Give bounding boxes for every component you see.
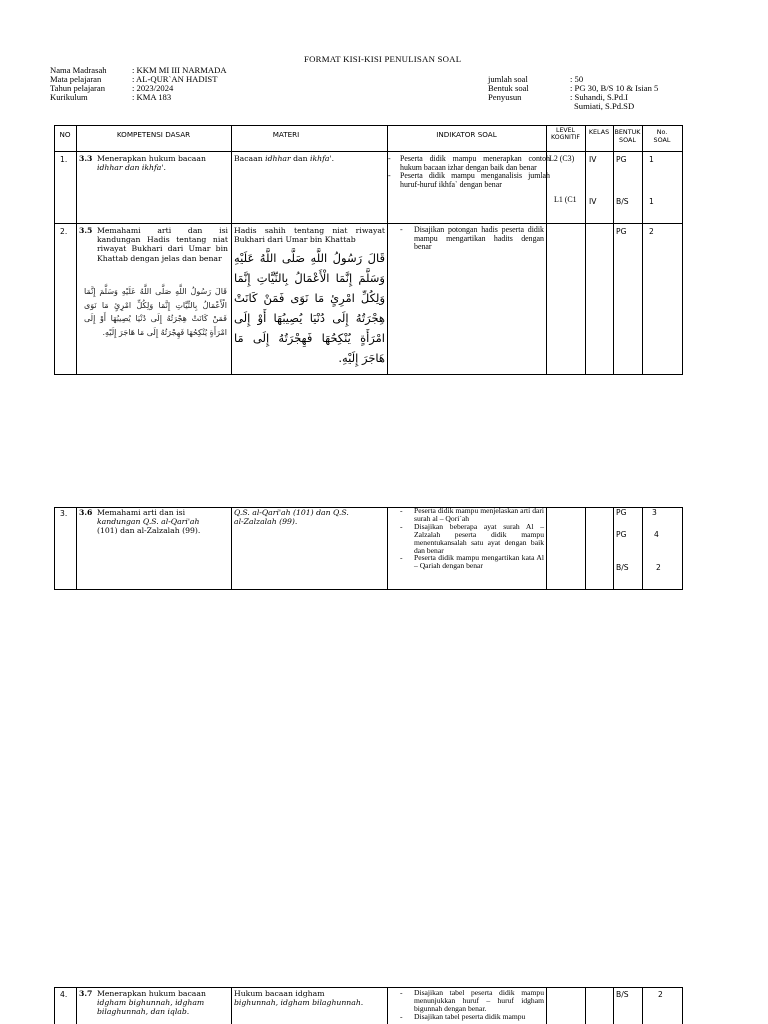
indikator-item: Peserta didik mampu menganalisis jumlah huruf-huruf ikhfa` dengan benar <box>400 171 550 189</box>
indikator-list: - Peserta didik mampu menerapkan contoh hukum bacaan izhar dengan baik dan benar - Peserta didik mampu menganalisis jumlah huruf-huruf ikhfa` dengan benar <box>388 154 550 189</box>
label-bentuk-soal: Bentuk soal <box>488 83 529 93</box>
kd-number: 3.5 <box>79 226 93 235</box>
kd-number: 3.7 <box>79 989 93 998</box>
indikator-item: Disajikan beberapa ayat surah Al – Zalzalah peserta didik mampu menentukansalah satu ayat dengan baik dan benar <box>414 521 544 555</box>
indikator-item: Peserta didik mampu mengartikan kata Al – Qariah dengan benar <box>414 553 544 571</box>
indikator-item: Peserta didik mampu menjelaskan arti dari surah al – Qori`ah <box>414 506 544 523</box>
label-jumlah-soal: jumlah soal <box>488 74 528 84</box>
header-bentuk-soal: BENTUK SOAL <box>614 128 641 144</box>
materi-text: Q.S. al-Qari'ah (101) dan Q.S. al-Zalzalah (99). <box>234 508 349 527</box>
bentuk-soal: B/S <box>616 990 629 999</box>
bentuk-soal: PG <box>616 155 627 164</box>
indikator-list: - Peserta didik mampu menjelaskan arti dari surah al – Qori`ah - Disajikan beberapa ayat surah Al – Zalzalah peserta didik mampu menentukansalah satu ayat dengan baik dan benar - Peserta didik mampu mengartikan kata Al – Qariah dengan benar <box>400 506 544 571</box>
label-mata-pelajaran: Mata pelajaran <box>50 74 102 84</box>
value-penyusun: : Suhandi, S.Pd.I <box>570 92 629 102</box>
bentuk-soal: B/S <box>616 563 629 572</box>
hadith-arabic-text: قَالَ رَسُولُ اللَّهِ صَلَّى اللَّهُ عَلَيْهِ وَسَلَّمَ إِنَّمَا الْأَعْمَالُ بِالنِّيَّاتِ إِنَّمَا وَلِكُلِّ امْرِئٍ مَا نَوَى فَمَنْ كَانَتْ هِجْرَتُهُ إِلَى دُنْيَا يُصِيبُهَا أَوْ إِلَى امْرَأَةٍ يُنْكِحُهَا فَهِجْرَتُهُ إِلَى مَا هَاجَرَ إِلَيْهِ. <box>234 251 385 365</box>
row-number: 3. <box>60 509 68 518</box>
header-indikator-soal: INDIKATOR SOAL <box>436 130 497 139</box>
materi-text: Hukum bacaan idgham bighunnah, idgham bilaghunnah. <box>234 989 364 1008</box>
kompetensi-dasar-text: Menerapkan hukum bacaan idhhar dan ikhfa'. <box>97 154 206 173</box>
bentuk-soal: B/S <box>616 197 629 206</box>
bentuk-soal: PG <box>616 508 627 517</box>
level-kognitif: L1 (C1 <box>554 195 577 204</box>
row-number: 2. <box>60 227 68 236</box>
kompetensi-dasar-text: Menerapkan hukum bacaan idgham bighunnah, idgham bilaghunnah, dan iqlab. <box>97 989 206 1017</box>
label-penyusun: Penyusun <box>488 92 522 102</box>
kompetensi-dasar-text: Memahami arti dan isi kandungan Hadis tentang niat riwayat Bukhari dari Umar bin Khattab dengan jelas dan benar <box>97 226 228 263</box>
header-no: NO <box>59 130 71 139</box>
bentuk-soal: PG <box>616 227 627 236</box>
no-soal: 1 <box>649 155 654 164</box>
header-materi: MATERI <box>272 130 300 139</box>
header-kelas: KELAS <box>588 128 610 136</box>
no-soal: 2 <box>649 227 654 236</box>
kd-number: 3.6 <box>79 508 93 517</box>
indikator-item: Peserta didik mampu menerapkan contoh hukum bacaan izhar dengan baik dan benar <box>400 154 550 172</box>
kelas: IV <box>589 155 597 164</box>
value-nama-madrasah: : KKM MI III NARMADA <box>132 65 227 75</box>
value-penyusun-2: Sumiati, S.Pd.SD <box>574 101 635 111</box>
bentuk-soal: PG <box>616 530 627 539</box>
value-mata-pelajaran: : AL-QUR`AN HADIST <box>132 74 218 84</box>
page-title: FORMAT KISI-KISI PENULISAN SOAL <box>304 54 462 64</box>
label-kurikulum: Kurikulum <box>50 92 88 102</box>
no-soal: 2 <box>656 563 661 572</box>
materi-text: Bacaan idhhar dan ikhfa'. <box>234 154 335 163</box>
hadith-arabic-text: قَالَ رَسُولُ اللَّهِ صَلَّى اللَّهُ عَلَيْهِ وَسَلَّمَ إِنَّمَا الْأَعْمَالُ بِالنِّيَّاتِ إِنَّمَا وَلِكُلِّ امْرِئٍ مَا نَوَى فَمَنْ كَانَتْ هِجْرَتُهُ إِلَى دُنْيَا يُصِيبُهَا أَوْ إِلَى امْرَأَةٍ يُنْكِحُهَا فَهِجْرَتُهُ إِلَى مَا هَاجَرَ إِلَيْهِ. <box>84 287 227 337</box>
no-soal: 2 <box>658 990 663 999</box>
kelas: IV <box>589 197 597 206</box>
label-tahun-pelajaran: Tahun pelajaran <box>50 83 105 93</box>
indikator-list: - Disajikan tabel peserta didik mampu menunjukkan huruf – huruf idgham bigunnah dengan benar. - Disajikan tabel peserta didik mampu <box>400 988 544 1021</box>
kompetensi-dasar-text: Memahami arti dan isi kandungan Q.S. al-Qari'ah (101) dan al-Zalzalah (99). <box>97 508 201 536</box>
value-jumlah-soal: : 50 <box>570 74 584 84</box>
kd-number: 3.3 <box>79 154 93 163</box>
header-level-kognitif: LEVEL KOGNITIF <box>550 127 580 141</box>
no-soal: 4 <box>654 530 659 539</box>
indikator-item: Disajikan tabel peserta didik mampu menunjukkan huruf – huruf idgham bigunnah dengan benar. <box>414 988 544 1013</box>
indikator-item: Disajikan tabel peserta didik mampu <box>414 1011 526 1021</box>
value-tahun-pelajaran: : 2023/2024 <box>132 83 174 93</box>
value-kurikulum: : KMA 183 <box>132 92 172 102</box>
value-bentuk-soal: : PG 30, B/S 10 & Isian 5 <box>570 83 659 93</box>
row-number: 4. <box>60 990 68 999</box>
label-nama-madrasah: Nama Madrasah <box>50 65 107 75</box>
header-kompetensi-dasar: KOMPETENSI DASAR <box>116 130 191 139</box>
no-soal: 3 <box>652 508 657 517</box>
indikator-list: - Disajikan potongan hadis peserta didik mampu mengartikan hadits dengan benar <box>400 225 544 252</box>
no-soal: 1 <box>649 197 654 206</box>
row-number: 1. <box>60 155 68 164</box>
header-no-soal: No. SOAL <box>653 128 671 144</box>
indikator-item: Disajikan potongan hadis peserta didik mampu mengartikan hadits dengan benar <box>414 225 544 252</box>
materi-text: Hadis sahih tentang niat riwayat Bukhari dari Umar bin Khattab <box>234 226 385 245</box>
level-kognitif: L2 (C3) <box>549 154 575 163</box>
